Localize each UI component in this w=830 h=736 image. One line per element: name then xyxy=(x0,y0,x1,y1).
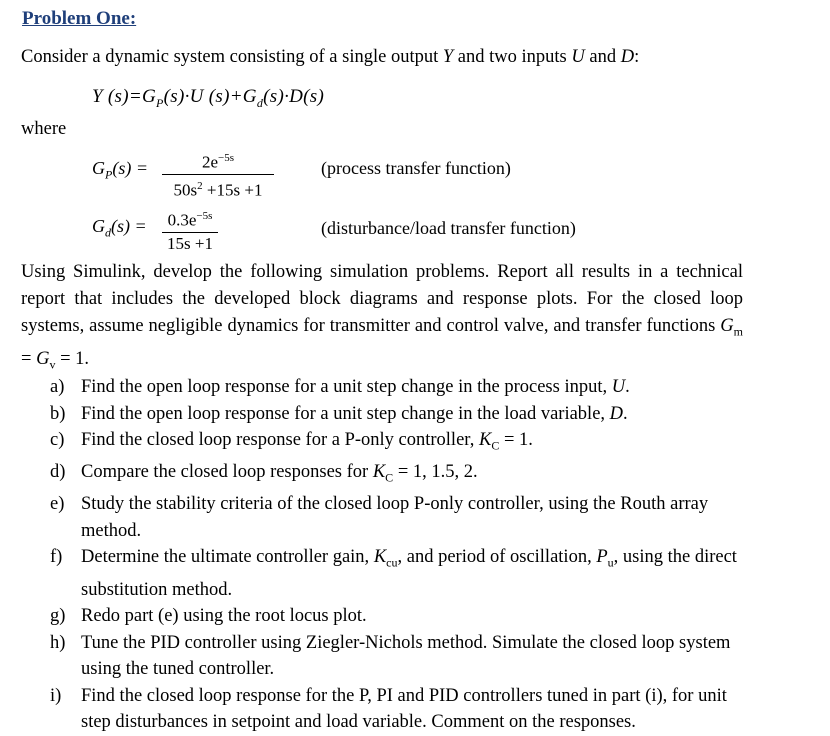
gd-denominator: 15s +1 xyxy=(167,233,213,253)
gp-numerator: $2e^{-5s}$ xyxy=(201,152,235,172)
task-list xyxy=(50,374,750,736)
list-item: i) Find the closed loop response for the P, PI and PID controllers tuned in part (i), for unit step disturbances in setpoint and load variable. Comment on the responses. xyxy=(50,685,727,733)
list-item: g) Redo part (e) using the root locus plot. xyxy=(50,606,367,627)
gp-denominator: $50s^2 +15s +1$ xyxy=(173,179,263,200)
gp-fraction xyxy=(162,147,274,201)
gd-label: $G_d(s)$ = xyxy=(92,216,147,240)
instructions-paragraph: Using Simulink, develop the following simulation problems. Report all results in a technical report that includes the developed block diagrams and response plots. For the closed loop systems, assume negligible dynamics for transmitter and control valve, and transfer functions $G_m = G_v = 1$. xyxy=(21,262,743,372)
list-item: a) Find the open loop response for a unit step change in the process input, U. xyxy=(50,377,630,397)
gd-note: (disturbance/load transfer function) xyxy=(321,218,576,238)
list-item: d) Compare the closed loop responses for $K_C = 1$, 1.5, 2. xyxy=(50,462,478,485)
list-item: h) Tune the PID controller using Ziegler-Nichols method. Simulate the closed loop system using the tuned controller. xyxy=(50,632,731,680)
intro-text: Consider a dynamic system consisting of a single output Y and two inputs U and D: xyxy=(21,47,640,67)
system-equation: Y $(s)=G_P(s)\cdot U$ $(s)+G_d(s)\cdot D(s)$ xyxy=(92,86,325,110)
gp-note: (process transfer function) xyxy=(321,158,511,178)
list-item: b) Find the open loop response for a unit step change in the load variable, D. xyxy=(50,403,628,424)
gd-numerator: $0.3e^{-5s}$ xyxy=(167,210,213,230)
where-label: where xyxy=(21,119,67,139)
gp-label: $G_P(s)$ = xyxy=(92,158,148,182)
list-item: e) Study the stability criteria of the closed loop P-only controller, using the Routh array method. xyxy=(50,494,709,541)
list-item: c) Find the closed loop response for a P-only controller, $K_C = 1$. xyxy=(50,430,533,453)
list-item: f) Determine the ultimate controller gain, $K_{cu}$, and period of oscillation, $P_u$, using the direct substitution method. xyxy=(50,547,737,600)
problem-title: Problem One: xyxy=(22,8,137,29)
gd-fraction xyxy=(162,205,218,255)
